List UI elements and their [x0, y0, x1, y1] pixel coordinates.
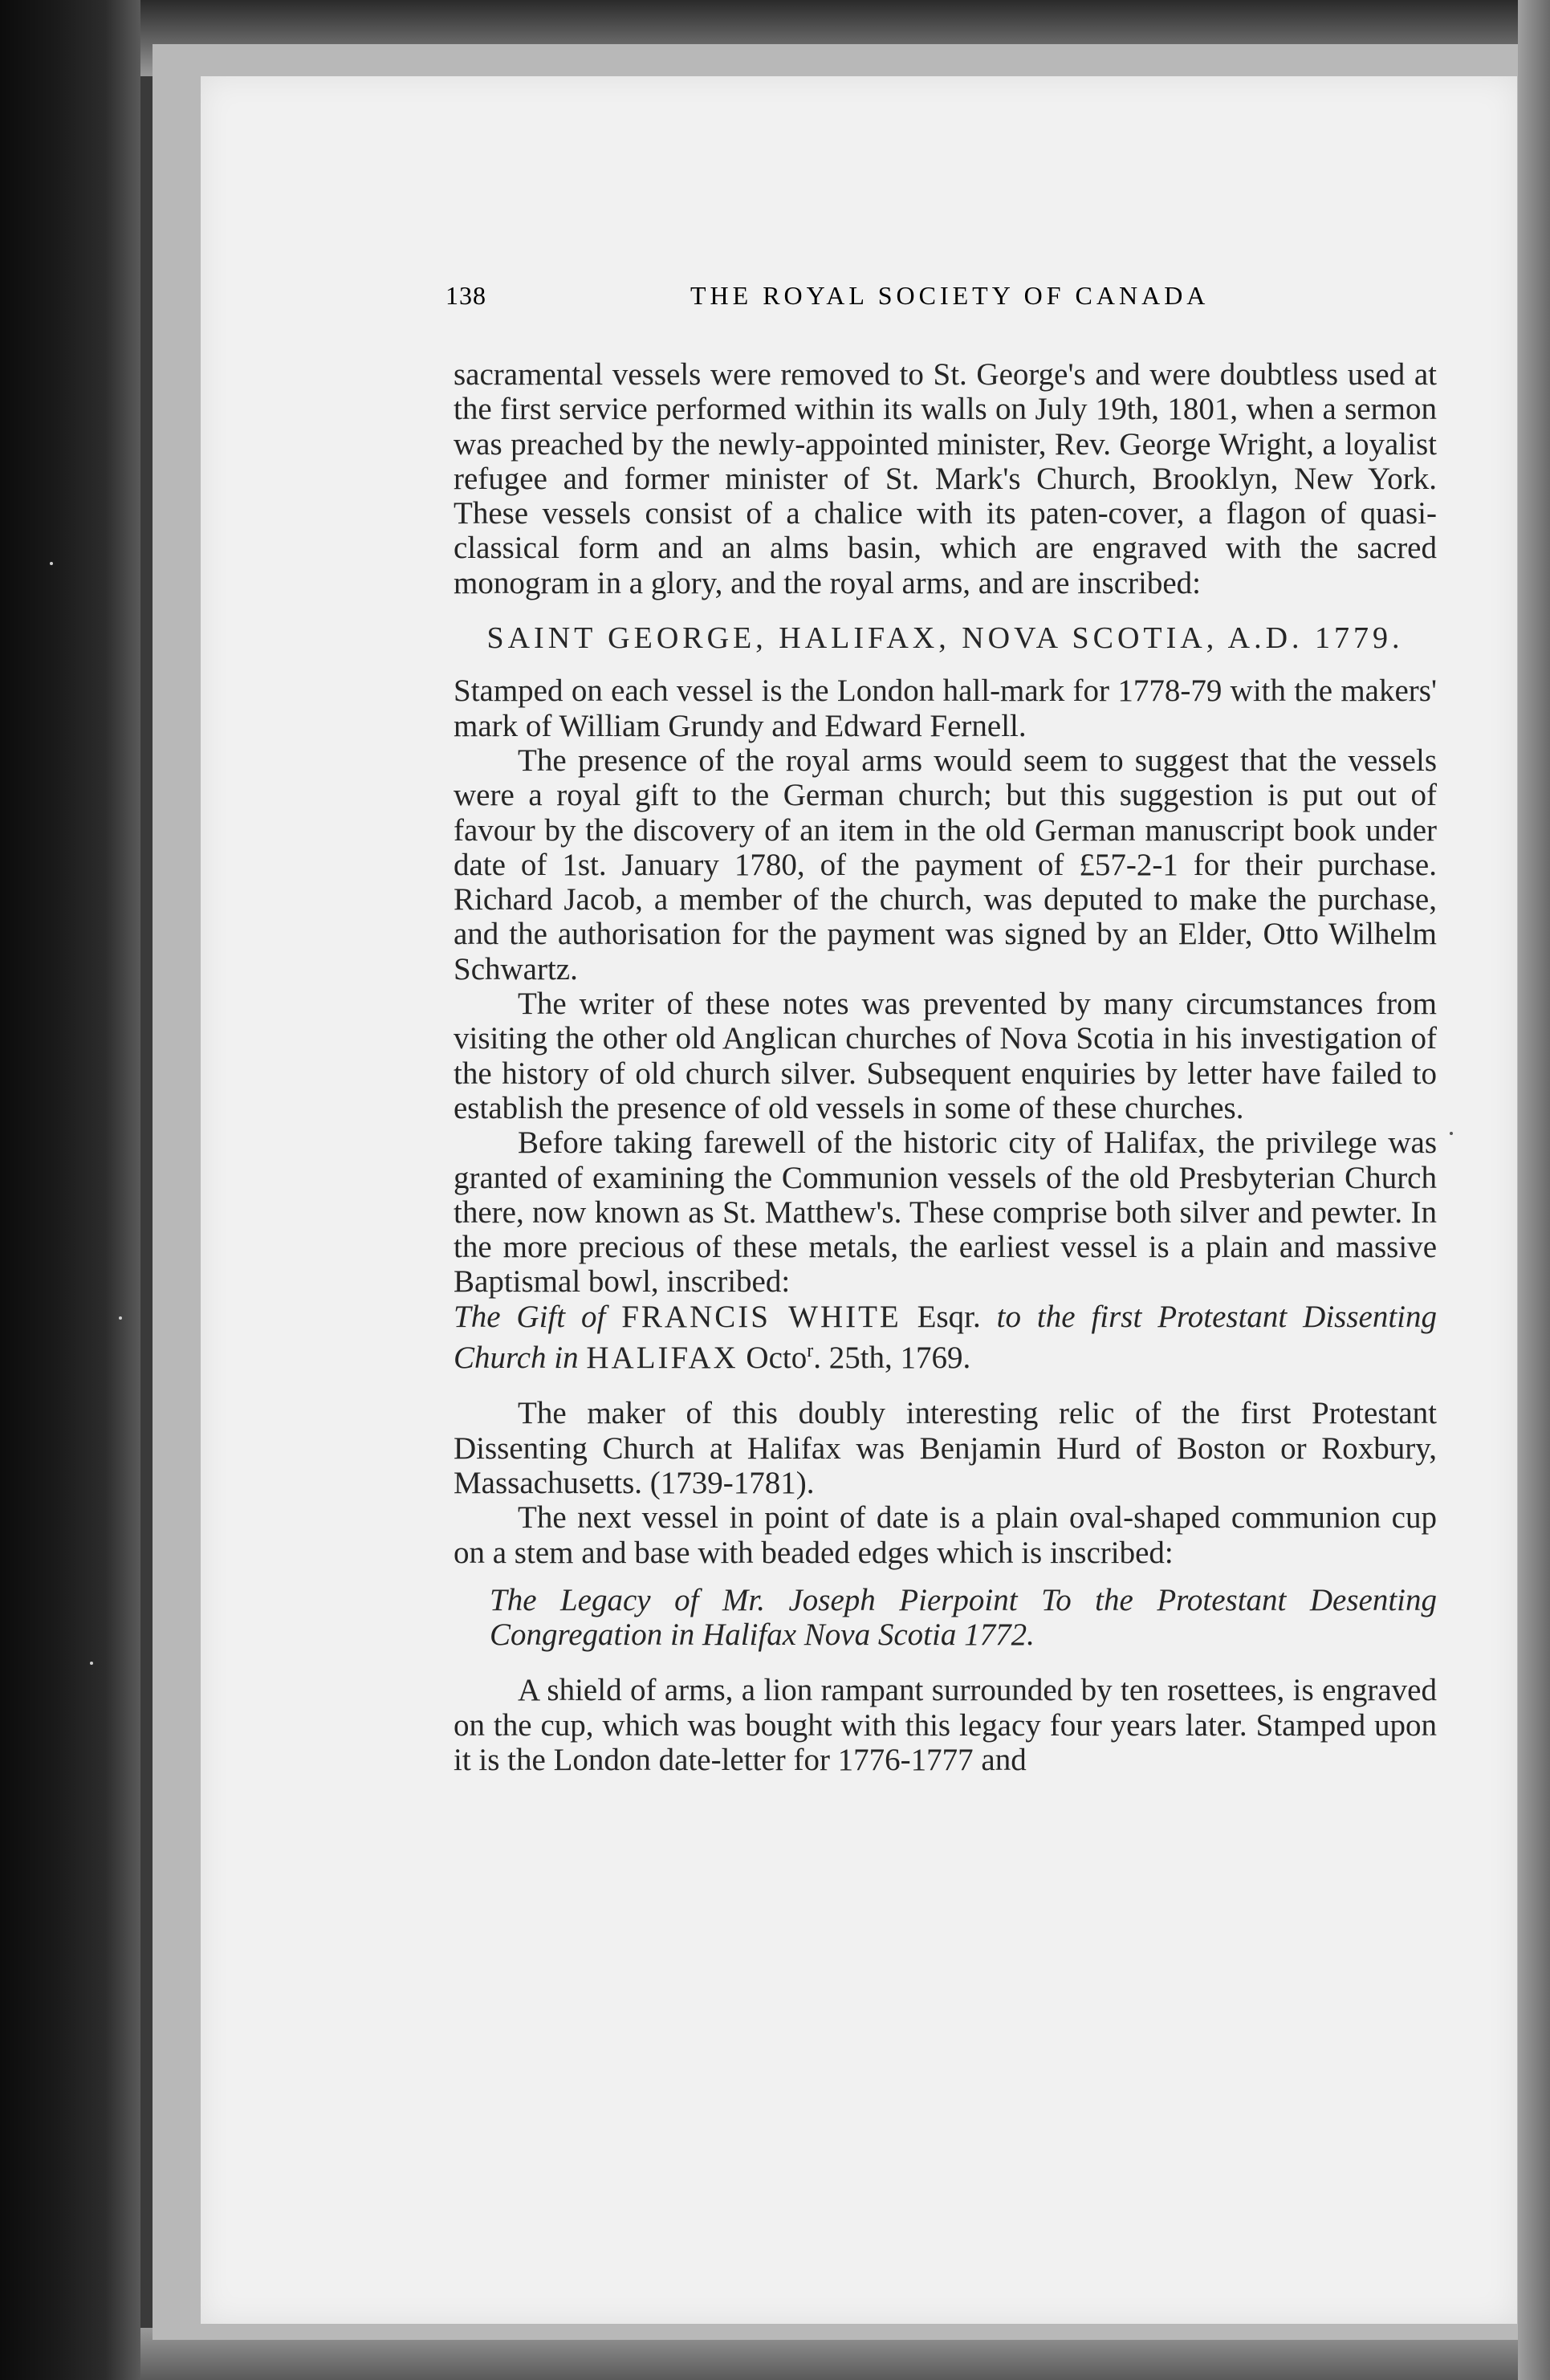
inscription-part: Octo: [738, 1341, 808, 1376]
scan-border-right: [1518, 0, 1550, 2380]
paragraph: The writer of these notes was prevented by many circumstances from visiting the other old Anglican churches of Nova Scotia in his investigation of the history of old church silver. Subsequent enquiries by letter have failed to establish the presence of old vessels in some of these churches.: [454, 987, 1437, 1125]
page-body: [454, 357, 1437, 1777]
page-number: 138: [445, 281, 486, 310]
inscription-part: r: [807, 1341, 814, 1362]
inscription-part: The Gift of: [454, 1299, 622, 1334]
paragraph: A shield of arms, a lion rampant surrounded by ten rosettees, is engraved on the cup, which was bought with this legacy four years later. Stamped upon it is the London date-letter for 1776-1777 and: [454, 1673, 1437, 1777]
paragraph: sacramental vessels were removed to St. George's and were doubtless used at the first service performed within its walls on July 19th, 1801, when a sermon was preached by the newly-appointed minister, Rev. George Wright, a loyalist refugee and former minister of St. Mark's Church, Brooklyn, New York. These vessels consist of a chalice with its paten-cover, a flagon of quasi-classical form and an alms basin, which are engraved with the sacred monogram in a glory, and the royal arms, and are inscribed:: [454, 357, 1437, 600]
scan-speck: [90, 1662, 93, 1665]
scan-speck: [50, 562, 53, 565]
inscription-quote: The Legacy of Mr. Joseph Pierpoint To the Protestant Desenting Congregation in Halifax Nova Scotia 1772.: [490, 1582, 1437, 1653]
journal-title: THE ROYAL SOCIETY OF CANADA: [690, 281, 1210, 310]
inscription-part: to the first Protestant Dissenting Church in: [454, 1299, 1437, 1376]
inscription-part: Esqr.: [901, 1299, 997, 1334]
inscription-quote: [454, 1300, 1437, 1376]
scan-border-left: [0, 0, 140, 2380]
inscription-part: FRANCIS WHITE: [621, 1299, 901, 1334]
scan-speck: [1450, 1132, 1453, 1135]
running-head: [0, 281, 1550, 329]
paragraph: The maker of this doubly interesting relic of the first Protestant Dissenting Church at Halifax was Benjamin Hurd of Boston or Roxbury, Massachusetts. (1739-1781).: [454, 1396, 1437, 1500]
paragraph: Before taking farewell of the historic city of Halifax, the privilege was granted of examining the Communion vessels of the old Presbyterian Church there, now known as St. Matthew's. These comprise both silver and pewter. In the more precious of these metals, the earliest vessel is a plain and massive Baptismal bowl, inscribed:: [454, 1125, 1437, 1300]
inscription-part: . 25th, 1769.: [813, 1341, 971, 1376]
paragraph: The next vessel in point of date is a plain oval-shaped communion cup on a stem and base with beaded edges which is inscribed:: [454, 1500, 1437, 1570]
paragraph: Stamped on each vessel is the London hall-mark for 1778-79 with the makers' mark of William Grundy and Edward Fernell.: [454, 673, 1437, 743]
scan-speck: [119, 1316, 122, 1320]
inscription-heading: SAINT GEORGE, HALIFAX, NOVA SCOTIA, A.D. 1779.: [486, 621, 1404, 656]
paragraph: The presence of the royal arms would seem to suggest that the vessels were a royal gift to the German church; but this suggestion is put out of favour by the discovery of an item in the old German manuscript book under date of 1st. January 1780, of the payment of £57-2-1 for their purchase. Richard Jacob, a member of the church, was deputed to make the purchase, and the authorisation for the payment was signed by an Elder, Otto Wilhelm Schwartz.: [454, 742, 1437, 987]
inscription-part: HALIFAX: [586, 1341, 738, 1376]
